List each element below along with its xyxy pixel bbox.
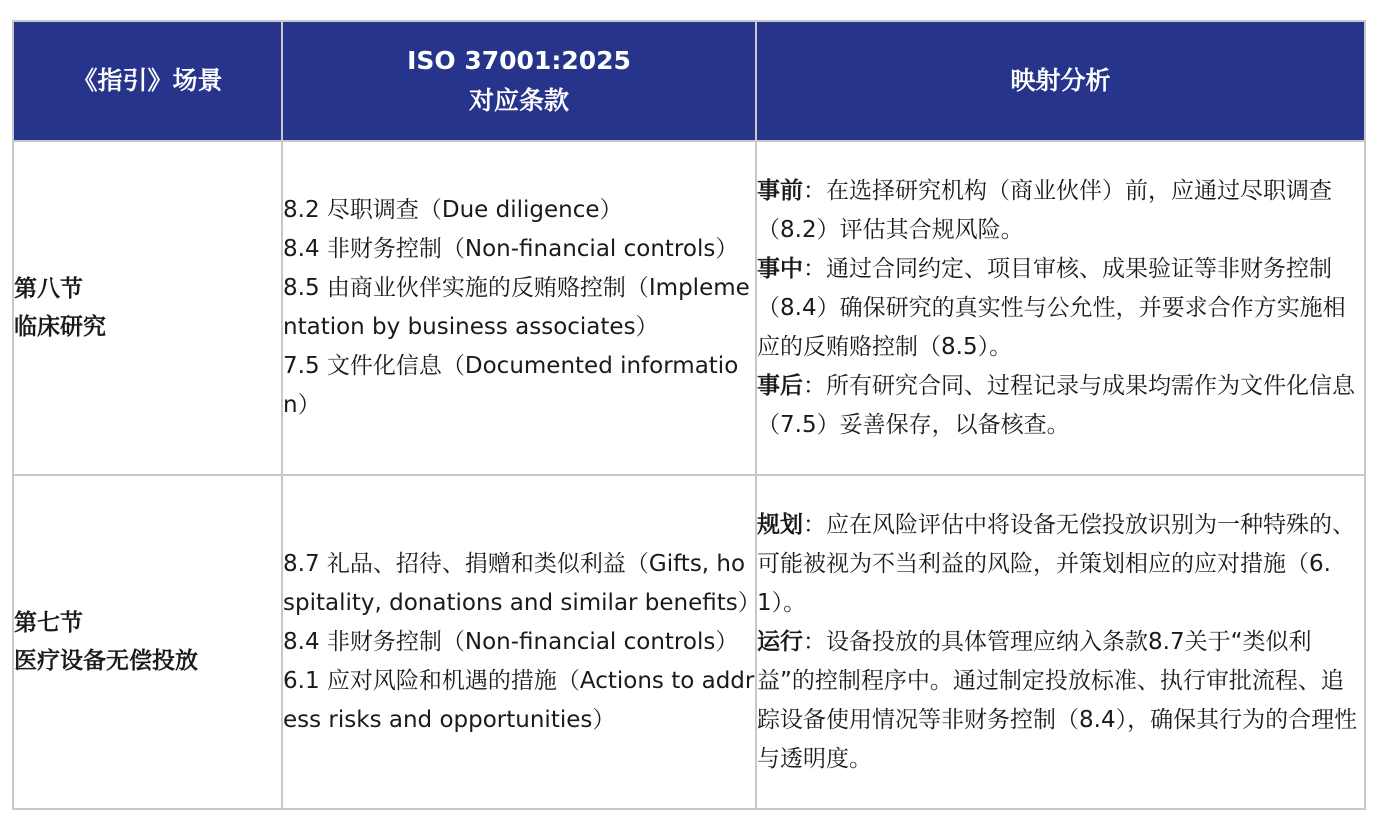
analysis-label: 运行 [757,628,803,655]
table-row [13,475,1365,809]
scene-title: 医疗设备无偿投放 [14,648,198,674]
clause-item: 7.5 文件化信息（Documented information） [283,353,739,418]
clause-item: 8.4 非财务控制（Non-financial controls） [283,236,739,262]
clause-item: 8.4 非财务控制（Non-financial controls） [283,628,739,655]
scene-title: 临床研究 [14,314,106,340]
analysis-paragraph [757,367,1364,445]
clause-item: 6.1 应对风险和机遇的措施（Actions to address risks and opportunities） [283,667,755,733]
analysis-paragraph [757,623,1364,779]
analysis-text: ：在选择研究机构（商业伙伴）前，应通过尽职调查（8.2）评估其合规风险。 [757,177,1332,243]
analysis-cell [756,475,1365,809]
analysis-text: ：设备投放的具体管理应纳入条款8.7关于“类似利益”的控制程序中。通过制定投放标准、执行审批流程、追踪设备使用情况等非财务控制（8.4），确保其行为的合理性与透明度。 [757,628,1358,772]
analysis-paragraph [757,250,1364,367]
analysis-paragraph [757,506,1364,623]
header-iso-standard: ISO 37001:2025 [407,46,631,75]
analysis-label: 事中 [757,255,803,282]
scene-cell [13,141,282,475]
scene-section: 第八节 [14,276,83,302]
header-iso-clause [282,21,756,141]
clauses-cell [282,475,761,809]
analysis-paragraph [757,172,1364,250]
clause-item: 8.7 礼品、招待、捐赠和类似利益（Gifts, hospitality, donations and similar benefits） [283,550,761,616]
analysis-label: 规划 [757,511,803,538]
analysis-text: ：通过合同约定、项目审核、成果验证等非财务控制（8.4）确保研究的真实性与公允性，并要求合作方实施相应的反贿赂控制（8.5）。 [757,255,1346,360]
analysis-label: 事后 [757,372,803,399]
scene-cell [13,475,282,809]
analysis-cell [756,141,1365,475]
table-header [13,21,1365,141]
scene-section: 第七节 [14,610,83,636]
analysis-text: ：所有研究合同、过程记录与成果均需作为文件化信息（7.5）妥善保存，以备核查。 [757,372,1355,438]
header-scene: 《指引》场景 [13,21,282,141]
header-clause-label: 对应条款 [468,86,569,115]
iso-mapping-table [12,20,1366,810]
analysis-label: 事前 [757,177,803,204]
table-row [13,141,1365,475]
clause-item: 8.2 尽职调查（Due diligence） [283,197,623,223]
analysis-text: ：应在风险评估中将设备无偿投放识别为一种特殊的、可能被视为不当利益的风险，并策划相应的应对措施（6.1）。 [757,511,1355,616]
clause-item: 8.5 由商业伙伴实施的反贿赂控制（Implementation by business associates） [283,275,750,340]
header-analysis: 映射分析 [756,21,1365,141]
clauses-cell [282,141,756,475]
